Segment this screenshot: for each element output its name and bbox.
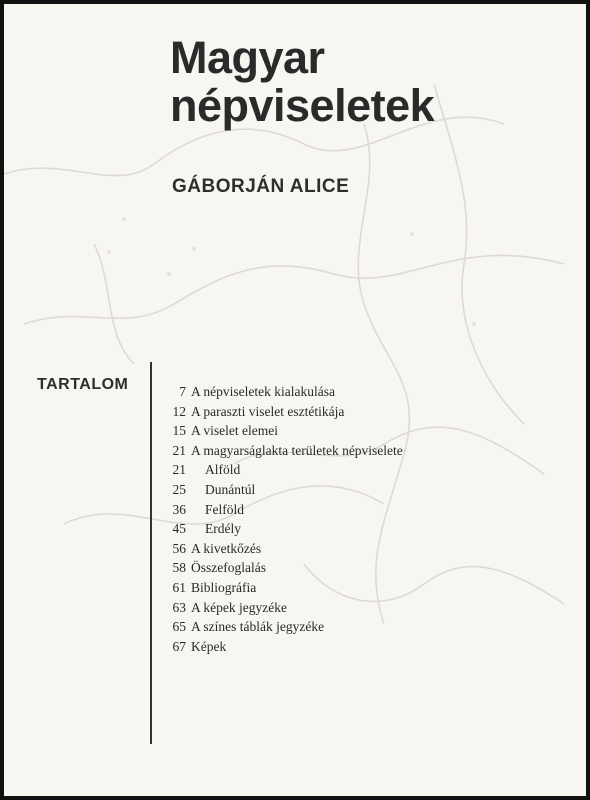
toc-page-number: 12 — [172, 403, 186, 419]
toc-entry-label: Erdély — [205, 521, 241, 537]
toc-page-number: 21 — [172, 442, 186, 458]
toc-entry-label: Felföld — [205, 501, 244, 517]
toc-page-number: 25 — [172, 481, 186, 497]
toc-entry-label: Bibliográfia — [191, 579, 257, 595]
toc-page-number: 67 — [172, 638, 186, 654]
toc-page-number: 7 — [179, 384, 186, 399]
toc-subentry — [162, 480, 403, 500]
toc-entry-label: Dunántúl — [205, 481, 256, 497]
toc-page-number: 63 — [172, 599, 186, 615]
toc-entry — [162, 382, 403, 402]
toc-entry — [162, 402, 403, 422]
book-title-line-1: Magyar — [170, 32, 325, 83]
toc-entry — [162, 558, 403, 578]
toc-entry-label: A viselet elemei — [191, 423, 278, 439]
book-title — [170, 34, 434, 130]
toc-page-number: 56 — [172, 540, 186, 556]
toc-page-number: 15 — [172, 423, 186, 439]
toc-entry-label: A képek jegyzéke — [191, 599, 287, 615]
toc-entry-label: Alföld — [205, 462, 241, 478]
toc-subentry — [162, 500, 403, 520]
toc-page-number: 21 — [172, 462, 186, 478]
toc-entry-label: A kivetkőzés — [191, 540, 262, 556]
toc-entry — [162, 421, 403, 441]
toc-entry-label: A magyarságlakta területek népviselete — [191, 442, 403, 458]
toc-page-number: 36 — [172, 501, 186, 517]
toc-entry — [162, 578, 403, 598]
toc-entry-label: A színes táblák jegyzéke — [191, 619, 325, 635]
toc-page-number: 45 — [172, 521, 186, 537]
toc-entry — [162, 598, 403, 618]
toc-entry-label: A népviseletek kialakulása — [191, 384, 335, 399]
toc-subentry — [162, 460, 403, 480]
toc-entry — [162, 637, 403, 657]
toc-entry-label: Képek — [191, 638, 227, 654]
toc-entry — [162, 539, 403, 559]
toc-subentry — [162, 519, 403, 539]
toc-divider — [150, 362, 152, 744]
toc-page-number: 58 — [172, 560, 186, 576]
toc-heading: TARTALOM — [37, 376, 129, 393]
toc-entry-label: Összefoglalás — [191, 560, 266, 576]
toc-entry — [162, 617, 403, 637]
toc-list — [162, 382, 403, 656]
toc-entry-label: A paraszti viselet esztétikája — [191, 403, 345, 419]
book-title-line-2: népviseletek — [170, 80, 435, 131]
toc-page-number: 61 — [172, 579, 186, 595]
toc-entry — [162, 441, 403, 461]
toc-page-number: 65 — [172, 619, 186, 635]
author-name: GÁBORJÁN ALICE — [172, 176, 350, 197]
